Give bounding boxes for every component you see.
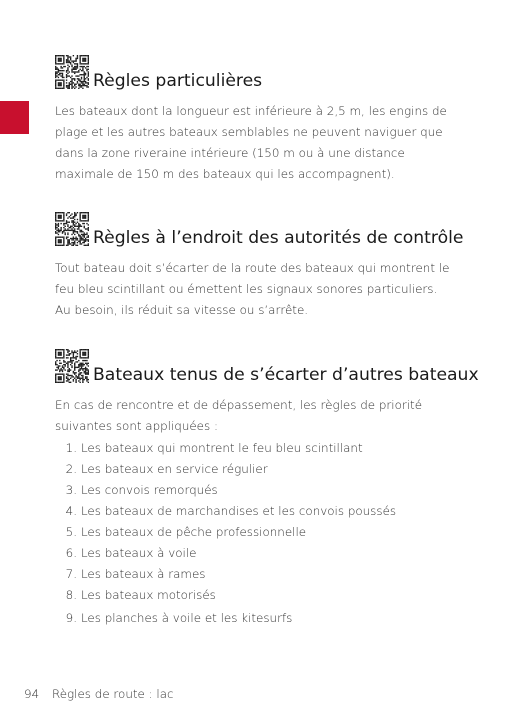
qr-code-icon[interactable] [55,55,89,89]
page-footer [24,687,174,701]
list-number: 6. [65,546,77,560]
section-control-authorities [55,212,464,321]
section-title: Bateaux tenus de s’écarter d’autres bateaux [93,365,479,385]
chapter-name: Règles de route : lac [52,687,174,701]
section-title: Règles particulières [93,71,263,91]
list-text: Les bateaux de marchandises et les convois poussés [81,504,397,518]
qr-code-icon[interactable] [55,349,89,383]
list-text: Les bateaux de pêche professionnelle [81,525,307,539]
list-item [55,501,455,522]
list-item [55,585,455,606]
section-heading [55,349,479,385]
section-title: Règles à l’endroit des autorités de contrôle [93,228,464,248]
list-item [55,522,455,543]
list-text: Les planches à voile et les kitesurfs [81,611,293,625]
list-text: Les bateaux qui montrent le feu bleu scintillant [81,441,363,455]
list-number: 5. [65,525,77,539]
qr-code-icon[interactable] [55,212,89,246]
list-number: 1. [65,441,77,455]
list-item [55,564,455,585]
list-text: Les convois remorqués [81,483,218,497]
priority-list [55,438,455,629]
page-number: 94 [24,687,40,701]
list-number: 4. [65,504,77,518]
list-text: Les bateaux en service régulier [81,462,268,476]
list-item [55,543,455,564]
list-item [55,459,455,480]
list-item [55,438,455,459]
list-number: 9. [65,611,77,625]
chapter-tab-marker [0,101,29,134]
section-give-way [55,349,479,629]
section-heading [55,212,464,248]
section-paragraph: Tout bateau doit s’écarter de la route des bateaux qui montrent le feu bleu scintillant ou émettent les signaux sonores particuliers. Au besoin, ils réduit sa vitesse ou s’arrête. [55,261,450,317]
list-item [55,480,455,501]
section-heading [55,55,455,91]
section-paragraph: Les bateaux dont la longueur est inférieure à 2,5 m, les engins de plage et les autres bateaux semblables ne peuvent naviguer que dans la zone riveraine intérieure (150 m ou à une distance maximale de 150 m des bateaux qui les accompagnent). [55,104,447,181]
list-item [55,608,455,629]
section-paragraph: En cas de rencontre et de dépassement, les règles de priorité suivantes sont appliquées : [55,398,423,433]
list-text: Les bateaux motorisés [81,588,216,602]
list-number: 8. [65,588,77,602]
list-number: 3. [65,483,77,497]
list-number: 7. [65,567,77,581]
list-text: Les bateaux à rames [81,567,206,581]
section-special-rules [55,55,455,185]
list-number: 2. [65,462,77,476]
list-text: Les bateaux à voile [81,546,197,560]
